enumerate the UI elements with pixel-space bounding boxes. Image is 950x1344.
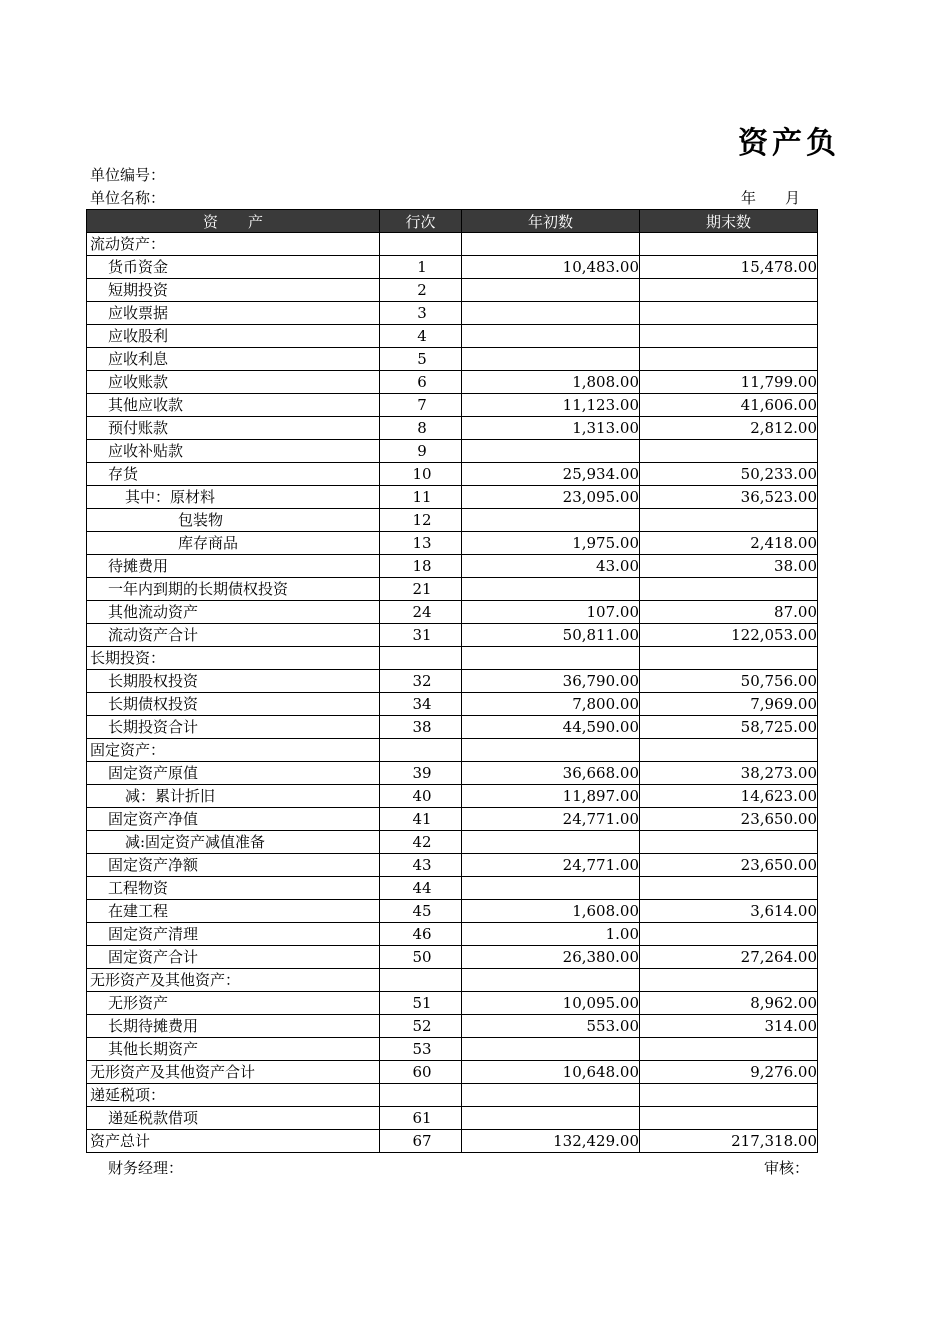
row-item-name: 无形资产及其他资产合计 [87,1061,380,1084]
table-row [87,279,818,302]
row-item-name: 流动资产合计 [87,624,380,647]
column-header-line-no: 行次 [380,210,462,233]
month-label: 月 [785,189,801,207]
row-item-name: 应收股利 [87,325,380,348]
row-line-number: 41 [380,808,462,831]
row-item-name: 固定资产合计 [87,946,380,969]
row-beginning-value: 1,975.00 [462,532,640,555]
row-ending-value: 36,523.00 [640,486,818,509]
row-ending-value [640,647,818,670]
row-beginning-value [462,1107,640,1130]
row-beginning-value: 44,590.00 [462,716,640,739]
row-line-number [380,1084,462,1107]
table-row [87,578,818,601]
row-item-name: 短期投资 [87,279,380,302]
row-beginning-value: 36,668.00 [462,762,640,785]
table-row [87,325,818,348]
row-ending-value: 87.00 [640,601,818,624]
table-row [87,371,818,394]
row-ending-value: 58,725.00 [640,716,818,739]
table-row [87,302,818,325]
row-ending-value: 27,264.00 [640,946,818,969]
table-row [87,854,818,877]
row-beginning-value [462,1038,640,1061]
row-line-number: 1 [380,256,462,279]
row-line-number: 52 [380,1015,462,1038]
row-ending-value: 314.00 [640,1015,818,1038]
table-row [87,348,818,371]
row-item-name: 包装物 [87,509,380,532]
row-beginning-value: 10,483.00 [462,256,640,279]
row-item-name: 存货 [87,463,380,486]
row-ending-value: 3,614.00 [640,900,818,923]
row-line-number: 43 [380,854,462,877]
table-row [87,1130,818,1153]
row-item-name: 资产总计 [87,1130,380,1153]
table-row [87,808,818,831]
row-ending-value [640,279,818,302]
row-line-number: 18 [380,555,462,578]
row-line-number: 31 [380,624,462,647]
row-item-name: 其他流动资产 [87,601,380,624]
row-item-name: 固定资产净值 [87,808,380,831]
row-beginning-value: 25,934.00 [462,463,640,486]
row-item-name: 长期待摊费用 [87,1015,380,1038]
row-item-name: 应收账款 [87,371,380,394]
row-beginning-value [462,302,640,325]
row-beginning-value [462,647,640,670]
row-item-name: 递延税款借项 [87,1107,380,1130]
row-beginning-value [462,279,640,302]
row-beginning-value: 107.00 [462,601,640,624]
row-item-name: 其他长期资产 [87,1038,380,1061]
row-item-name: 固定资产清理 [87,923,380,946]
row-ending-value [640,440,818,463]
row-item-name: 预付账款 [87,417,380,440]
row-beginning-value: 43.00 [462,555,640,578]
table-row [87,440,818,463]
row-line-number [380,739,462,762]
row-line-number: 3 [380,302,462,325]
row-ending-value [640,969,818,992]
row-ending-value: 2,418.00 [640,532,818,555]
table-row [87,624,818,647]
row-ending-value: 9,276.00 [640,1061,818,1084]
row-line-number: 67 [380,1130,462,1153]
row-item-name: 库存商品 [87,532,380,555]
row-ending-value [640,578,818,601]
row-item-name: 长期投资合计 [87,716,380,739]
row-ending-value: 38,273.00 [640,762,818,785]
row-ending-value [640,325,818,348]
row-ending-value [640,348,818,371]
row-item-name: 在建工程 [87,900,380,923]
table-row [87,233,818,256]
row-beginning-value [462,739,640,762]
row-line-number: 53 [380,1038,462,1061]
row-item-name: 一年内到期的长期债权投资 [87,578,380,601]
row-item-name: 无形资产 [87,992,380,1015]
row-item-name: 其他应收款 [87,394,380,417]
table-row [87,417,818,440]
table-row [87,831,818,854]
row-beginning-value: 10,648.00 [462,1061,640,1084]
row-ending-value: 38.00 [640,555,818,578]
row-beginning-value: 24,771.00 [462,854,640,877]
row-ending-value [640,1107,818,1130]
table-row [87,785,818,808]
row-beginning-value: 10,095.00 [462,992,640,1015]
row-line-number [380,969,462,992]
row-item-name: 待摊费用 [87,555,380,578]
row-item-name: 固定资产： [87,739,380,762]
row-line-number: 60 [380,1061,462,1084]
row-line-number: 9 [380,440,462,463]
row-item-name: 递延税项： [87,1084,380,1107]
table-row [87,601,818,624]
table-row [87,1107,818,1130]
row-beginning-value: 1,608.00 [462,900,640,923]
row-line-number: 38 [380,716,462,739]
row-ending-value: 50,756.00 [640,670,818,693]
row-beginning-value [462,969,640,992]
row-beginning-value: 11,897.00 [462,785,640,808]
table-row [87,739,818,762]
row-item-name: 长期股权投资 [87,670,380,693]
column-header-beginning: 年初数 [462,210,640,233]
row-ending-value: 23,650.00 [640,808,818,831]
row-item-name: 减:固定资产减值准备 [87,831,380,854]
table-row [87,1038,818,1061]
row-ending-value [640,509,818,532]
table-row [87,877,818,900]
row-line-number: 50 [380,946,462,969]
row-line-number: 24 [380,601,462,624]
table-row [87,762,818,785]
row-line-number [380,233,462,256]
column-header-assets: 资 产 [87,210,380,233]
row-beginning-value: 1.00 [462,923,640,946]
row-line-number: 45 [380,900,462,923]
row-line-number: 6 [380,371,462,394]
row-item-name: 固定资产原值 [87,762,380,785]
table-row [87,969,818,992]
row-ending-value: 7,969.00 [640,693,818,716]
row-line-number: 51 [380,992,462,1015]
row-beginning-value: 50,811.00 [462,624,640,647]
row-ending-value: 14,623.00 [640,785,818,808]
row-beginning-value [462,440,640,463]
row-beginning-value [462,578,640,601]
column-header-ending: 期末数 [640,210,818,233]
row-item-name: 应收票据 [87,302,380,325]
row-beginning-value: 7,800.00 [462,693,640,716]
table-row [87,486,818,509]
row-ending-value: 2,812.00 [640,417,818,440]
row-ending-value: 122,053.00 [640,624,818,647]
row-item-name: 长期投资： [87,647,380,670]
row-line-number: 4 [380,325,462,348]
row-ending-value [640,877,818,900]
row-line-number: 61 [380,1107,462,1130]
row-line-number: 2 [380,279,462,302]
row-ending-value [640,739,818,762]
row-beginning-value [462,509,640,532]
row-line-number: 44 [380,877,462,900]
row-line-number: 8 [380,417,462,440]
row-line-number: 5 [380,348,462,371]
row-beginning-value: 26,380.00 [462,946,640,969]
row-ending-value [640,1038,818,1061]
row-beginning-value: 24,771.00 [462,808,640,831]
row-beginning-value: 23,095.00 [462,486,640,509]
row-beginning-value [462,1084,640,1107]
row-ending-value: 23,650.00 [640,854,818,877]
row-line-number: 34 [380,693,462,716]
table-row [87,1015,818,1038]
row-line-number: 32 [380,670,462,693]
year-label: 年 [741,189,757,207]
table-row [87,693,818,716]
unit-name-label: 单位名称： [90,189,166,207]
row-line-number: 7 [380,394,462,417]
row-beginning-value [462,877,640,900]
row-beginning-value [462,233,640,256]
row-item-name: 长期债权投资 [87,693,380,716]
row-item-name: 工程物资 [87,877,380,900]
row-ending-value: 11,799.00 [640,371,818,394]
row-line-number: 39 [380,762,462,785]
row-line-number: 12 [380,509,462,532]
row-beginning-value [462,325,640,348]
row-ending-value [640,302,818,325]
row-item-name: 其中：原材料 [87,486,380,509]
row-beginning-value [462,831,640,854]
row-ending-value: 50,233.00 [640,463,818,486]
table-row [87,394,818,417]
table-row [87,1084,818,1107]
row-ending-value: 41,606.00 [640,394,818,417]
report-title: 资产负 [738,126,840,161]
row-line-number: 10 [380,463,462,486]
table-row [87,900,818,923]
row-item-name: 货币资金 [87,256,380,279]
table-body [87,233,818,1153]
row-line-number: 42 [380,831,462,854]
table-row [87,256,818,279]
table-row [87,923,818,946]
row-line-number: 13 [380,532,462,555]
row-line-number: 21 [380,578,462,601]
row-ending-value: 217,318.00 [640,1130,818,1153]
table-row [87,946,818,969]
row-ending-value [640,1084,818,1107]
row-line-number: 40 [380,785,462,808]
row-item-name: 固定资产净额 [87,854,380,877]
row-item-name: 减：累计折旧 [87,785,380,808]
table-row [87,670,818,693]
table-row [87,716,818,739]
row-line-number [380,647,462,670]
row-beginning-value: 1,808.00 [462,371,640,394]
row-beginning-value: 132,429.00 [462,1130,640,1153]
row-line-number: 11 [380,486,462,509]
balance-sheet-table [86,209,818,1153]
row-beginning-value: 36,790.00 [462,670,640,693]
table-row [87,532,818,555]
finance-manager-label: 财务经理： [108,1159,184,1177]
row-item-name: 无形资产及其他资产： [87,969,380,992]
table-header-row [87,210,818,233]
table-row [87,555,818,578]
table-row [87,1061,818,1084]
table-row [87,647,818,670]
row-ending-value [640,923,818,946]
row-ending-value [640,831,818,854]
row-item-name: 应收补贴款 [87,440,380,463]
table-row [87,509,818,532]
row-ending-value: 15,478.00 [640,256,818,279]
row-item-name: 流动资产： [87,233,380,256]
table-row [87,992,818,1015]
row-ending-value [640,233,818,256]
row-item-name: 应收利息 [87,348,380,371]
row-beginning-value: 553.00 [462,1015,640,1038]
row-line-number: 46 [380,923,462,946]
row-beginning-value: 1,313.00 [462,417,640,440]
unit-code-label: 单位编号： [90,166,166,184]
row-ending-value: 8,962.00 [640,992,818,1015]
reviewer-label: 审核： [764,1159,810,1177]
table-row [87,463,818,486]
row-beginning-value [462,348,640,371]
row-beginning-value: 11,123.00 [462,394,640,417]
